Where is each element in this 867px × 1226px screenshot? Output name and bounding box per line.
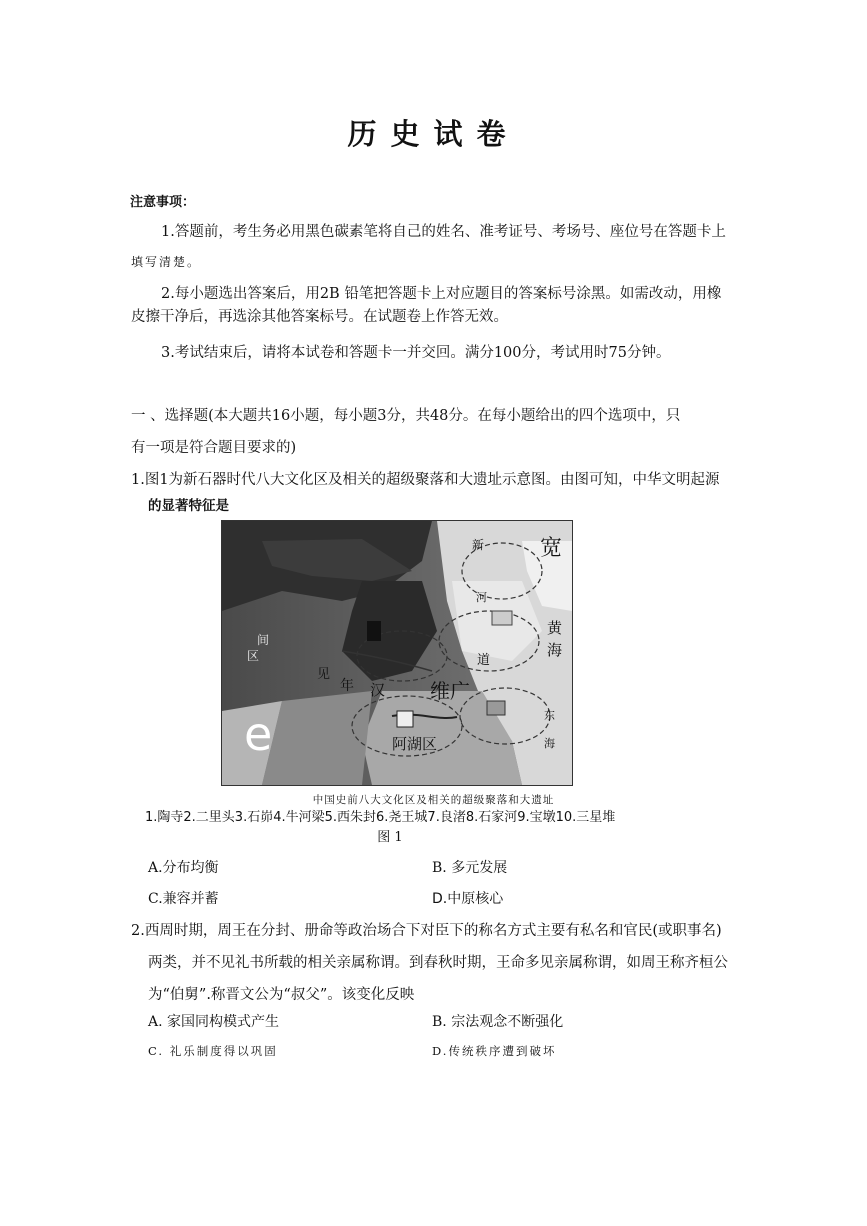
map-label-xin: 新	[472, 538, 485, 552]
map-label-huanghai-1: 黄	[547, 619, 563, 637]
notice-heading: 注意事项：	[130, 195, 196, 210]
q2-option-b: B. 宗法观念不断强化	[432, 1014, 564, 1030]
notice-item-3: 3.考试结束后，请将本试卷和答题卡一并交回。满分100分，考试用时75分钟。	[161, 345, 671, 361]
map-label-huanghai-2: 海	[547, 641, 563, 659]
map-site-list: 1.陶寺2.二里头3.石峁4.牛河梁5.西朱封6.尧王城7.良渚8.石家河9.宝墩10.三星堆	[145, 810, 616, 825]
question-1-stem-line-1: 1.图1为新石器时代八大文化区及相关的超级聚落和大遗址示意图。由图可知，中华文明起源	[131, 472, 720, 488]
notice-item-1-line-1: 1.答题前，考生务必用黑色碳素笔将自己的姓名、准考证号、考场号、座位号在答题卡上	[161, 224, 726, 240]
notice-item-1-line-2: 填写清楚。	[131, 255, 202, 269]
question-2-stem-line-3: 为“伯舅”.称晋文公为“叔父”。该变化反映	[148, 987, 415, 1003]
map-label-qu: 区	[247, 649, 260, 663]
q1-option-b: B. 多元发展	[432, 860, 508, 876]
map-label-jian: 间	[257, 633, 270, 647]
notice-item-2-line-2: 皮擦干净后，再选涂其他答案标号。在试题卷上作答无效。	[131, 309, 508, 325]
map-label-nian: 年	[340, 678, 354, 694]
map-caption: 中国史前八大文化区及相关的超级聚落和大遗址	[312, 794, 555, 806]
figure-1-map	[221, 520, 573, 786]
map-label-donghai-2: 海	[544, 737, 555, 750]
page-title: 历史试卷	[347, 117, 520, 151]
notice-item-2-line-1: 2.每小题选出答案后，用2B 铅笔把答题卡上对应题目的答案标号涂黑。如需改动，用橡	[161, 286, 722, 302]
map-label-weiguang: 维广	[430, 679, 470, 703]
section-1-heading-line-2: 有一项是符合题目要求的)	[131, 440, 297, 456]
section-1-heading-line-1: 一 、选择题(本大题共16小题，每小题3分，共48分。在每小题给出的四个选项中，只	[131, 408, 681, 424]
q1-option-d: D.中原核心	[432, 891, 504, 907]
q1-option-c: C.兼容并蓄	[148, 891, 219, 907]
map-label-dao: 道	[477, 653, 491, 668]
figure-label: 图 1	[377, 830, 403, 845]
question-1-stem-line-2: 的显著特征是	[148, 498, 229, 514]
map-label-kuan: 宽	[540, 536, 563, 561]
map-label-jian2: 见	[317, 667, 331, 682]
q2-option-a: A. 家国同构模式产生	[148, 1014, 280, 1030]
map-label-donghai-1: 东	[544, 709, 555, 722]
map-label-e: e	[244, 707, 273, 761]
question-2-stem-line-2: 两类，并不见礼书所载的相关亲属称谓。到春秋时期，王命多见亲属称谓，如周王称齐桓公	[148, 955, 728, 971]
q2-option-c: C. 礼乐制度得以巩固	[148, 1044, 278, 1058]
map-label-he: 河	[476, 591, 487, 604]
q2-option-d: D.传统秩序遭到破坏	[432, 1044, 557, 1058]
map-label-ahuqu: 阿湖区	[392, 735, 438, 753]
question-2-stem-line-1: 2.西周时期，周王在分封、册命等政治场合下对臣下的称名方式主要有私名和官民(或职事名)	[131, 923, 722, 939]
map-label-han: 汉	[370, 681, 386, 699]
q1-option-a: A.分布均衡	[148, 860, 219, 876]
